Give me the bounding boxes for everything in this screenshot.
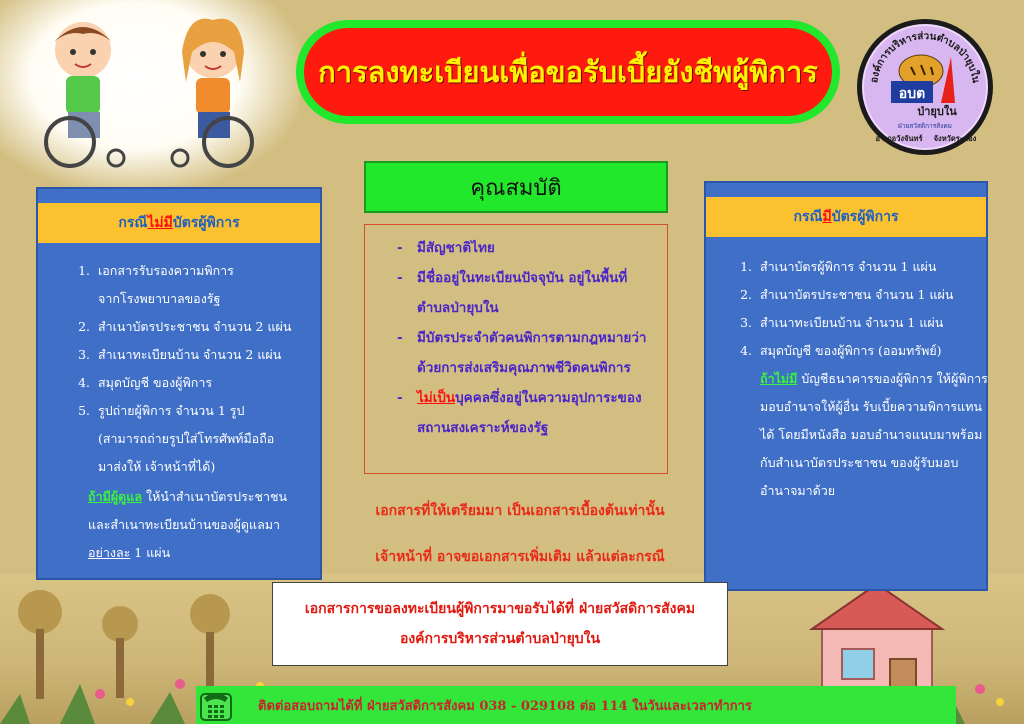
qualifications-list [365,225,667,443]
seal-district: อำเภอวังจันทร์ [875,134,923,143]
list-item: - มีชื่ออยู่ในทะเบียนปัจจุบัน อยู่ในพื้นที่ ตำบลป่ายุบใน [397,270,628,316]
contact-box [272,582,728,666]
no-bank-account-note: ถ้าไม่มี บัญชีธนาคารของผู้พิการ ให้ผู้พิการ มอบอำนาจให้ผู้อื่น รับเบี้ยความพิการแทน ได้ โดยมีหนังสือ มอบอำนาจแนบมาพร้อม กับสำเนาบัตรประชาชน ของผู้รับมอบ อำนาจมาด้วย [760,371,988,498]
list-item: 2. สำเนาบัตรประชาชน จำนวน 2 แผ่น [78,319,292,334]
footer-text: ติดต่อสอบถามได้ที่ ฝ่ายสวัสดิการสังคม 038 - 029108 ต่อ 114 ในวันและเวลาทำการ [258,698,752,714]
telephone-icon [198,688,234,722]
list-item: 1. สำเนาบัตรผู้พิการ จำนวน 1 แผ่น [740,259,937,274]
title-banner [296,20,840,124]
list-item: 3. สำเนาทะเบียนบ้าน จำนวน 2 แผ่น [78,347,282,362]
seal-top-text: องค์การบริหารส่วนตำบลป่ายุบใน [869,30,981,84]
list-item: 1. เอกสารรับรองความพิการ จากโรงพยาบาลของรัฐ [78,263,234,306]
note-line-1: เอกสารที่ให้เตรียมมา เป็นเอกสารเบื้องต้นเท่านั้น [375,503,665,519]
note-line-2: เจ้าหน้าที่ อาจขอเอกสารเพิ่มเติม แล้วแต่ละกรณี [375,549,665,565]
footer-contact-bar [196,686,956,724]
list-item: 5. รูปถ่ายผู้พิการ จำนวน 1 รูป (สามารถถ่ายรูปใส่โทรศัพท์มือถือ มาส่งให้ เจ้าหน้าที่ได้) [78,403,275,474]
wheelchair-boy-illustration [28,12,138,172]
list-item: - มีสัญชาติไทย [397,240,495,256]
qualifications-heading: คุณสมบัติ [364,161,668,213]
list-item: 3. สำเนาทะเบียนบ้าน จำนวน 1 แผ่น [740,315,944,330]
qualifications-box [364,224,668,474]
list-item: - มีบัตรประจำตัวคนพิการตามกฎหมายว่า ด้วยการส่งเสริมคุณภาพชีวิตคนพิการ [397,330,647,376]
seal-logo-text: อบต [898,86,926,102]
seal-province: จังหวัดระยอง [933,134,977,143]
contact-line-1: เอกสารการขอลงทะเบียนผู้พิการมาขอรับได้ที่ ฝ่ายสวัสดิการสังคม [304,601,696,617]
no-card-panel [36,187,322,580]
page-title: การลงทะเบียนเพื่อขอรับเบี้ยยังชีพผู้พิการ [318,55,818,89]
no-card-panel-header: กรณี ไม่มี บัตรผู้พิการ [38,203,320,243]
has-card-panel-header: กรณี มี บัตรผู้พิการ [706,197,986,237]
list-item: - ไม่เป็นบุคคลซึ่งอยู่ในความอุปการะของ สถานสงเคราะห์ของรัฐ [397,390,642,436]
guardian-note: ถ้ามีผู้ดูแล ให้นำสำเนาบัตรประชาชน และสำเนาทะเบียนบ้านของผู้ดูแลมา อย่างละ 1 แผ่น [88,489,288,560]
list-item: 4. สมุดบัญชี ของผู้พิการ [78,375,213,390]
list-item: 2. สำเนาบัตรประชาชน จำนวน 1 แผ่น [740,287,954,302]
no-card-document-list [68,257,318,481]
has-card-panel [704,181,988,591]
list-item: 4. สมุดบัญชี ของผู้พิการ (ออมทรัพย์) [740,343,942,358]
seal-division: ฝ่ายสวัสดิการสังคม [898,122,952,130]
contact-line-2: องค์การบริหารส่วนตำบลป่ายุบใน [399,631,601,647]
seal-place: ป่ายุบใน [917,105,957,118]
tiger-seal-icon [855,17,995,157]
wheelchair-girl-illustration [158,12,268,172]
has-card-document-list [730,253,986,365]
